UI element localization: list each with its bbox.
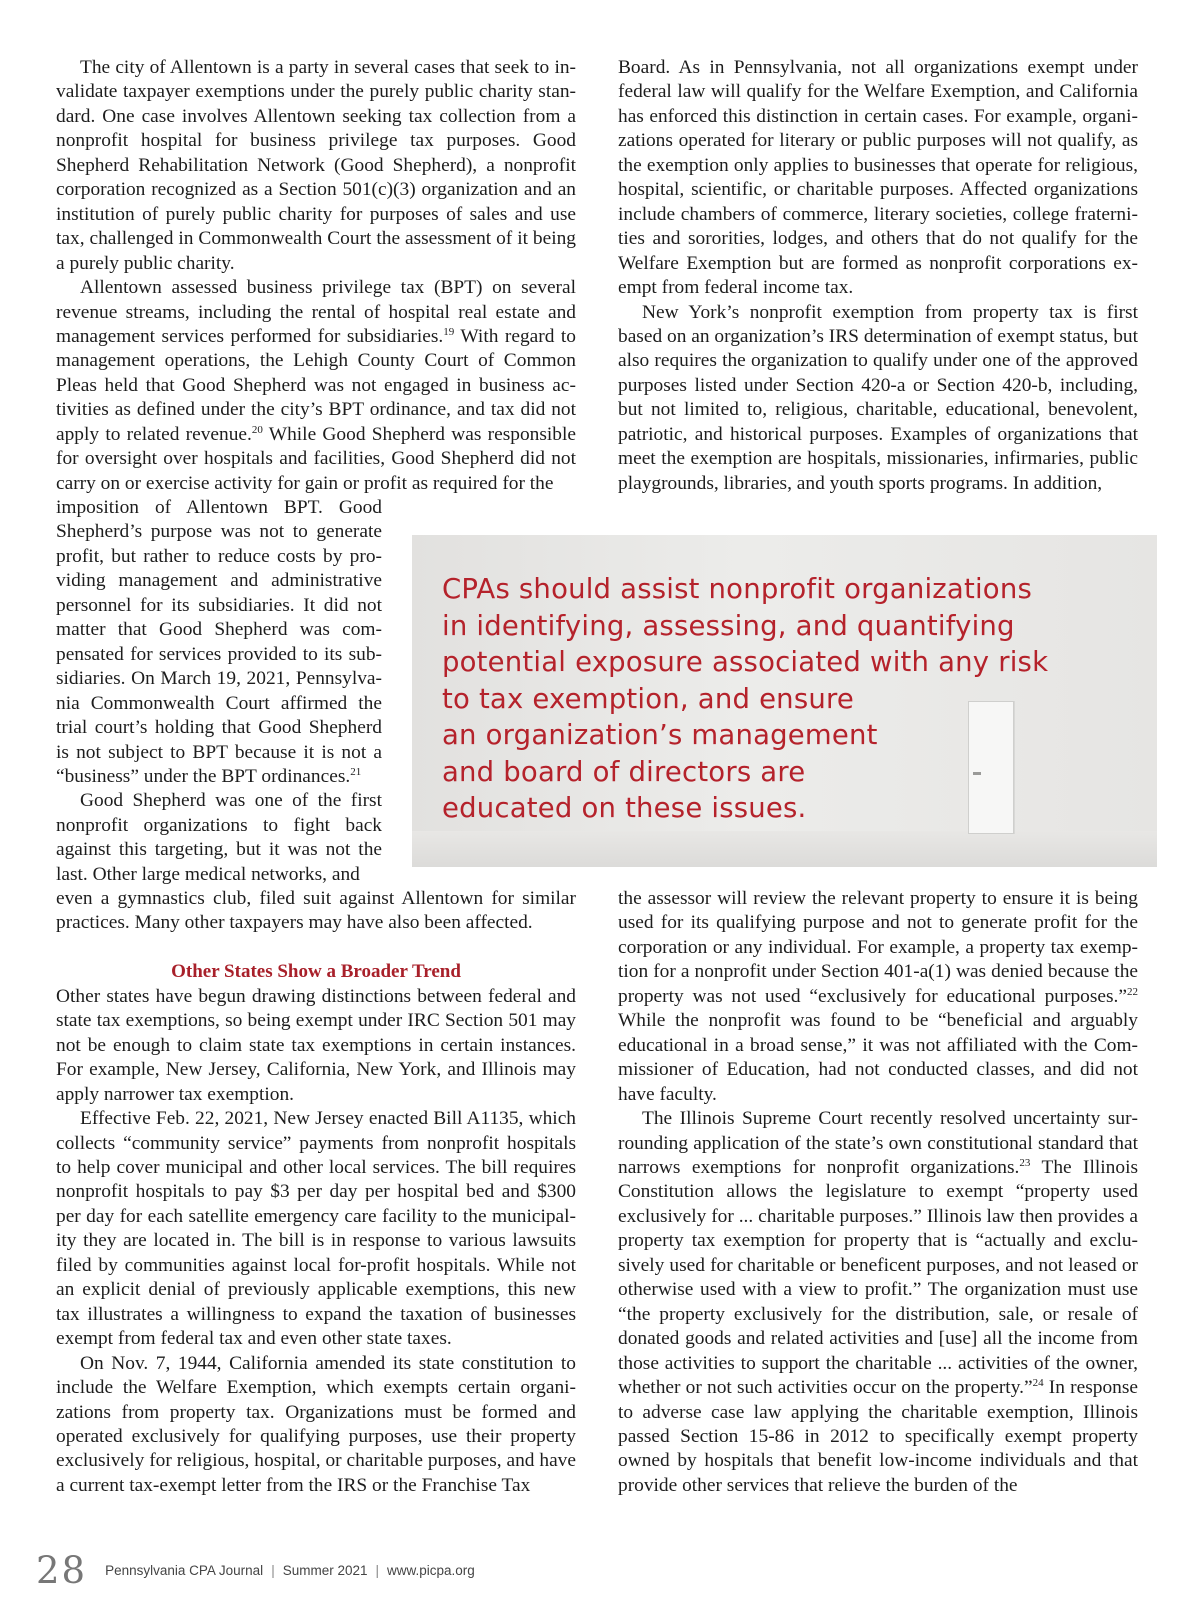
paragraph: The city of Allentown is a party in several cases that seek to invalidate taxpayer exemptions under the purely public charity standard. One case involves Allentown seeking tax collection from a nonprofit hospital for business privilege tax purposes. Good Shepherd Rehabilitation Network (Good Shepherd), a nonprofit corporation recognized as a Section 501(c)(3) organization and an institution of purely public charity for purposes of sales and use tax, challenged in Commonwealth Court the assessment of it being a purely public charity. <box>56 57 576 274</box>
footer-url: www.picpa.org <box>387 1562 475 1578</box>
pull-quote-line: educated on these issues. <box>442 792 807 824</box>
pull-quote-floor <box>412 831 1157 867</box>
paragraph: even a gymnastics club, filed suit against Allentown for similar practices. Many other taxpayers may have also been affected. <box>56 888 576 934</box>
paragraph: Effective Feb. 22, 2021, New Jersey enacted Bill A1135, which collects “community service” payments from nonprofit hospitals to help cover municipal and other local services. The bill requires nonprofit hospitals to pay $3 per day per hospital bed and $300 per day for each satellite emergency care facility to the municipality they are located in. The bill is in response to various lawsuits filed by communities against local for-profit hospitals. While not an explicit denial of previously applicable exemptions, this new tax illustrates a willingness to expand the taxation of businesses exempt from federal tax and even other state taxes. <box>56 1108 576 1350</box>
footnote-ref: 22 <box>1127 985 1138 998</box>
page-number: 28 <box>36 1548 88 1592</box>
right-column-top <box>618 56 1138 496</box>
paragraph: the assessor will review the relevant property to ensure it is being used for its qualifying purpose and not to generate profit for the corporation or any individual. For example, a property tax exemption for a nonprofit under Section 401-a(1) was denied because the property was not used “exclusively for educational purposes.”$^{22}$ While the nonprofit was found to be “beneficial and arguably educational in a broad sense,” it was not affiliated with the Commissioner of Education, had not conducted classes, and did not have faculty. <box>618 888 1138 1105</box>
paragraph: New York’s nonprofit exemption from property tax is first based on an organization’s IRS determination of exempt status, but also requires the organization to qualify under one of the approved purposes listed under Section 420-a or Section 420-b, including, but not limited to, religious, charitable, educational, benevolent, patriotic, and historical purposes. Examples of organizations that meet the exemption are hospitals, missionaries, infirmaries, public playgrounds, libraries, and youth sports programs. In addition, <box>618 301 1138 494</box>
left-column-narrow <box>56 496 382 887</box>
left-column-bottom <box>56 887 576 1498</box>
pull-quote <box>412 535 1157 867</box>
footnote-ref: 20 <box>251 423 263 436</box>
pull-quote-line: potential exposure associated with any risk <box>442 646 1049 678</box>
footer-separator: | <box>375 1562 380 1578</box>
footer-issue: Summer 2021 <box>282 1562 368 1578</box>
paragraph: imposition of Allentown BPT. Good Shepherd’s purpose was not to generate profit, but rather to reduce costs by providing management and administrative personnel for its subsidiaries. It did not matter that Good Shepherd was compensated for services provided to its subsidiaries. On March 19, 2021, Pennsylvania Commonwealth Court affirmed the trial court’s holding that Good Shepherd is not subject to BPT because it is not a “business” under the BPT ordinances.$^{21}$ <box>56 497 382 787</box>
pull-quote-text <box>442 571 1132 827</box>
footnote-ref: 19 <box>443 325 455 338</box>
footer-separator: | <box>271 1562 275 1578</box>
paragraph: The Illinois Supreme Court recently resolved uncertainty surrounding application of the state’s own constitutional standard that narrows exemptions for nonprofit organizations.$^{23}$ The Illinois Constitution allows the legislature to exempt “property used exclusively for ... charitable purposes.” Illinois law then provides a property tax exemption for property that is “actually and exclusively used for charitable or beneficent purposes, and not leased or otherwise used with a view to profit.” The organization must use “the property exclusively for the distribution, sale, or resale of donated goods and related activities and [use] all the income from those activities to support the charitable ... activities of the owner, whether or not such activities occur on the property.”$^{24}$ In response to adverse case law applying the charitable exemption, Illinois passed Section 15-86 in 2012 to specifically exempt property owned by hospitals that benefit low-income individuals and that provide other services that relieve the burden of the <box>618 1108 1139 1496</box>
paragraph: Other states have begun drawing distinctions between federal and state tax exemptions, so being exempt under IRC Section 501 may not be enough to claim state tax exemptions in certain instances. For example, New Jersey, California, New York, and Illinois may apply narrower tax exemption. <box>56 985 576 1105</box>
left-column-top <box>56 56 576 496</box>
right-column-bottom <box>618 887 1138 1498</box>
pull-quote-line: an organization’s management <box>442 719 878 751</box>
footnote-ref: 21 <box>350 765 362 778</box>
footer-journal-name: Pennsylvania CPA Journal <box>105 1562 264 1578</box>
pull-quote-line: and board of directors are <box>442 755 806 788</box>
pull-quote-line: CPAs should assist nonprofit organizations <box>442 573 1032 605</box>
section-heading: Other States Show a Broader Trend <box>171 961 461 983</box>
paragraph: Board. As in Pennsylvania, not all organizations exempt under federal law will qualify for the Welfare Exemption, and California has enforced this distinction in certain cases. For example, organizations operated for literary or public purposes will not qualify, as the exemption only applies to businesses that operate for religious, hospital, scientific, or charitable purposes. Affected organizations include chambers of commerce, literary societies, college fraternities and sororities, lodges, and others that do not qualify for the Welfare Exemption but are formed as nonprofit corporations exempt from federal income tax. <box>618 57 1138 299</box>
page-footer <box>36 1545 475 1595</box>
paragraph: On Nov. 7, 1944, California amended its state constitution to include the Welfare Exemption, which exempts certain organizations from property tax. Organizations must be formed and operated exclusively for qualifying purposes, use their property exclusively for religious, hospital, or charitable purposes, and have a current tax-exempt letter from the IRS or the Franchise Tax <box>56 1352 576 1496</box>
paragraph: Good Shepherd was one of the first nonprofit organizations to fight back against this targeting, but it was not the last. Other large medical networks, and <box>56 790 382 885</box>
pull-quote-line: in identifying, assessing, and quantifying <box>442 609 1015 642</box>
pull-quote-line: to tax exemption, and ensure <box>442 682 854 715</box>
paragraph: Allentown assessed business privilege tax (BPT) on several revenue streams, including the rental of hospital real estate and management services performed for subsidiaries.$^{19}$ With regard to management operations, the Lehigh County Court of Common Pleas held that Good Shepherd was not engaged in business activities as defined under the city’s BPT ordinance, and tax did not apply to related revenue.$^{20}$ While Good Shepherd was responsible for oversight over hospitals and facilities, Good Shepherd did not carry on or exercise activity for gain or profit as required for the <box>56 277 576 494</box>
footnote-ref: 24 <box>1032 1377 1044 1390</box>
footnote-ref: 23 <box>1019 1156 1031 1169</box>
